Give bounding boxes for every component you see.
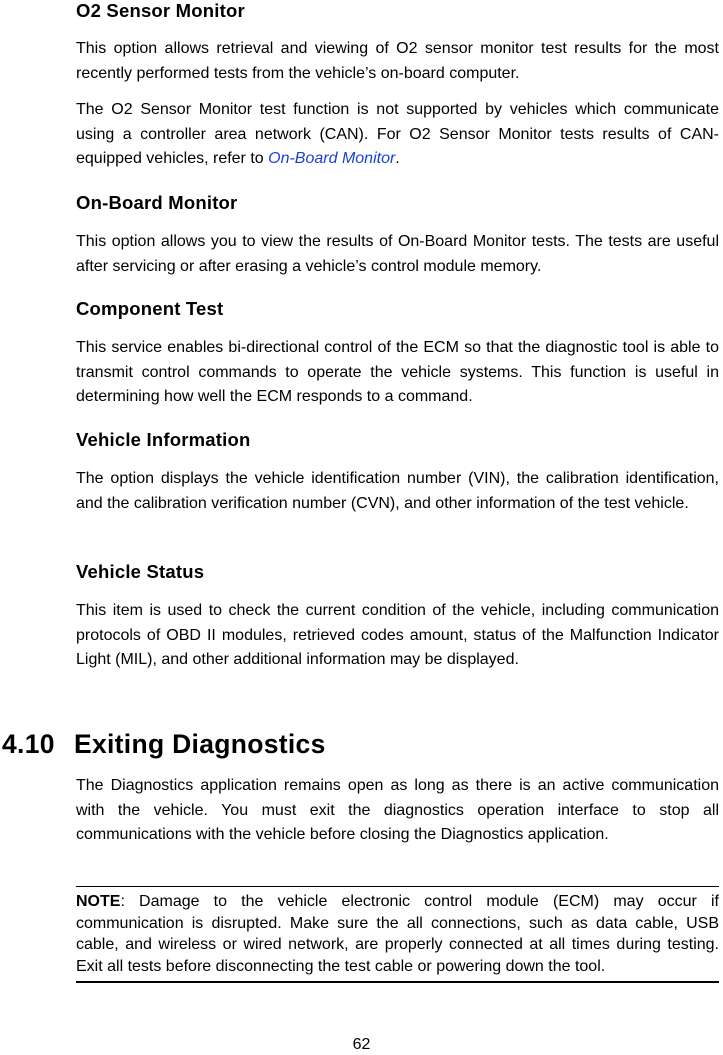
paragraph-vinfo-description: The option displays the vehicle identification number (VIN), the calibration identification, and the calibration verification number (CVN), and other information of the test vehicle. <box>76 470 719 512</box>
paragraph-obm-description: This option allows you to view the results of On-Board Monitor tests. The tests are useful after servicing or after erasing a vehicle’s control module memory. <box>76 233 719 275</box>
paragraph-component-description: This service enables bi-directional control of the ECM so that the diagnostic tool is able to transmit control commands to operate the vehicle systems. This function is useful in determining how well the ECM responds to a command. <box>76 339 719 405</box>
note-label: NOTE <box>76 893 121 910</box>
note-box <box>76 886 719 983</box>
paragraph-o2-can-note <box>76 98 719 172</box>
section-heading-exiting-diagnostics <box>2 729 326 759</box>
section-title: Exiting Diagnostics <box>74 729 326 759</box>
section-number: 4.10 <box>2 729 55 759</box>
link-on-board-monitor[interactable]: On-Board Monitor <box>268 150 396 167</box>
note-text: : Damage to the vehicle electronic control module (ECM) may occur if communication is disrupted. Make sure the all connections, such as data cable, USB cable, and wireless or wired network, are properly connected at all times during testing. Exit all tests before disconnecting the test cable or powering down the tool. <box>76 893 719 975</box>
paragraph-o2-can-end: . <box>395 150 400 167</box>
heading-on-board-monitor: On-Board Monitor <box>76 192 238 213</box>
heading-o2-sensor-monitor: O2 Sensor Monitor <box>76 0 245 21</box>
paragraph-exiting-description: The Diagnostics application remains open as long as there is an active communication with the vehicle. You must exit the diagnostics operation interface to stop all communications with the vehicle before closing the Diagnostics application. <box>76 777 719 843</box>
paragraph-o2-can-text: The O2 Sensor Monitor test function is not supported by vehicles which communicate using a controller area network (CAN). For O2 Sensor Monitor tests results of CAN-equipped vehicles, refer to <box>76 101 719 167</box>
heading-vehicle-status: Vehicle Status <box>76 561 205 582</box>
paragraph-o2-description: This option allows retrieval and viewing of O2 sensor monitor test results for the most recently performed tests from the vehicle’s on-board computer. <box>76 40 719 82</box>
heading-vehicle-information: Vehicle Information <box>76 429 251 450</box>
paragraph-vstatus-description: This item is used to check the current condition of the vehicle, including communication protocols of OBD II modules, retrieved codes amount, status of the Malfunction Indicator Light (MIL), and other additional information may be displayed. <box>76 602 719 668</box>
page-number: 62 <box>352 1036 371 1053</box>
heading-component-test: Component Test <box>76 298 224 319</box>
